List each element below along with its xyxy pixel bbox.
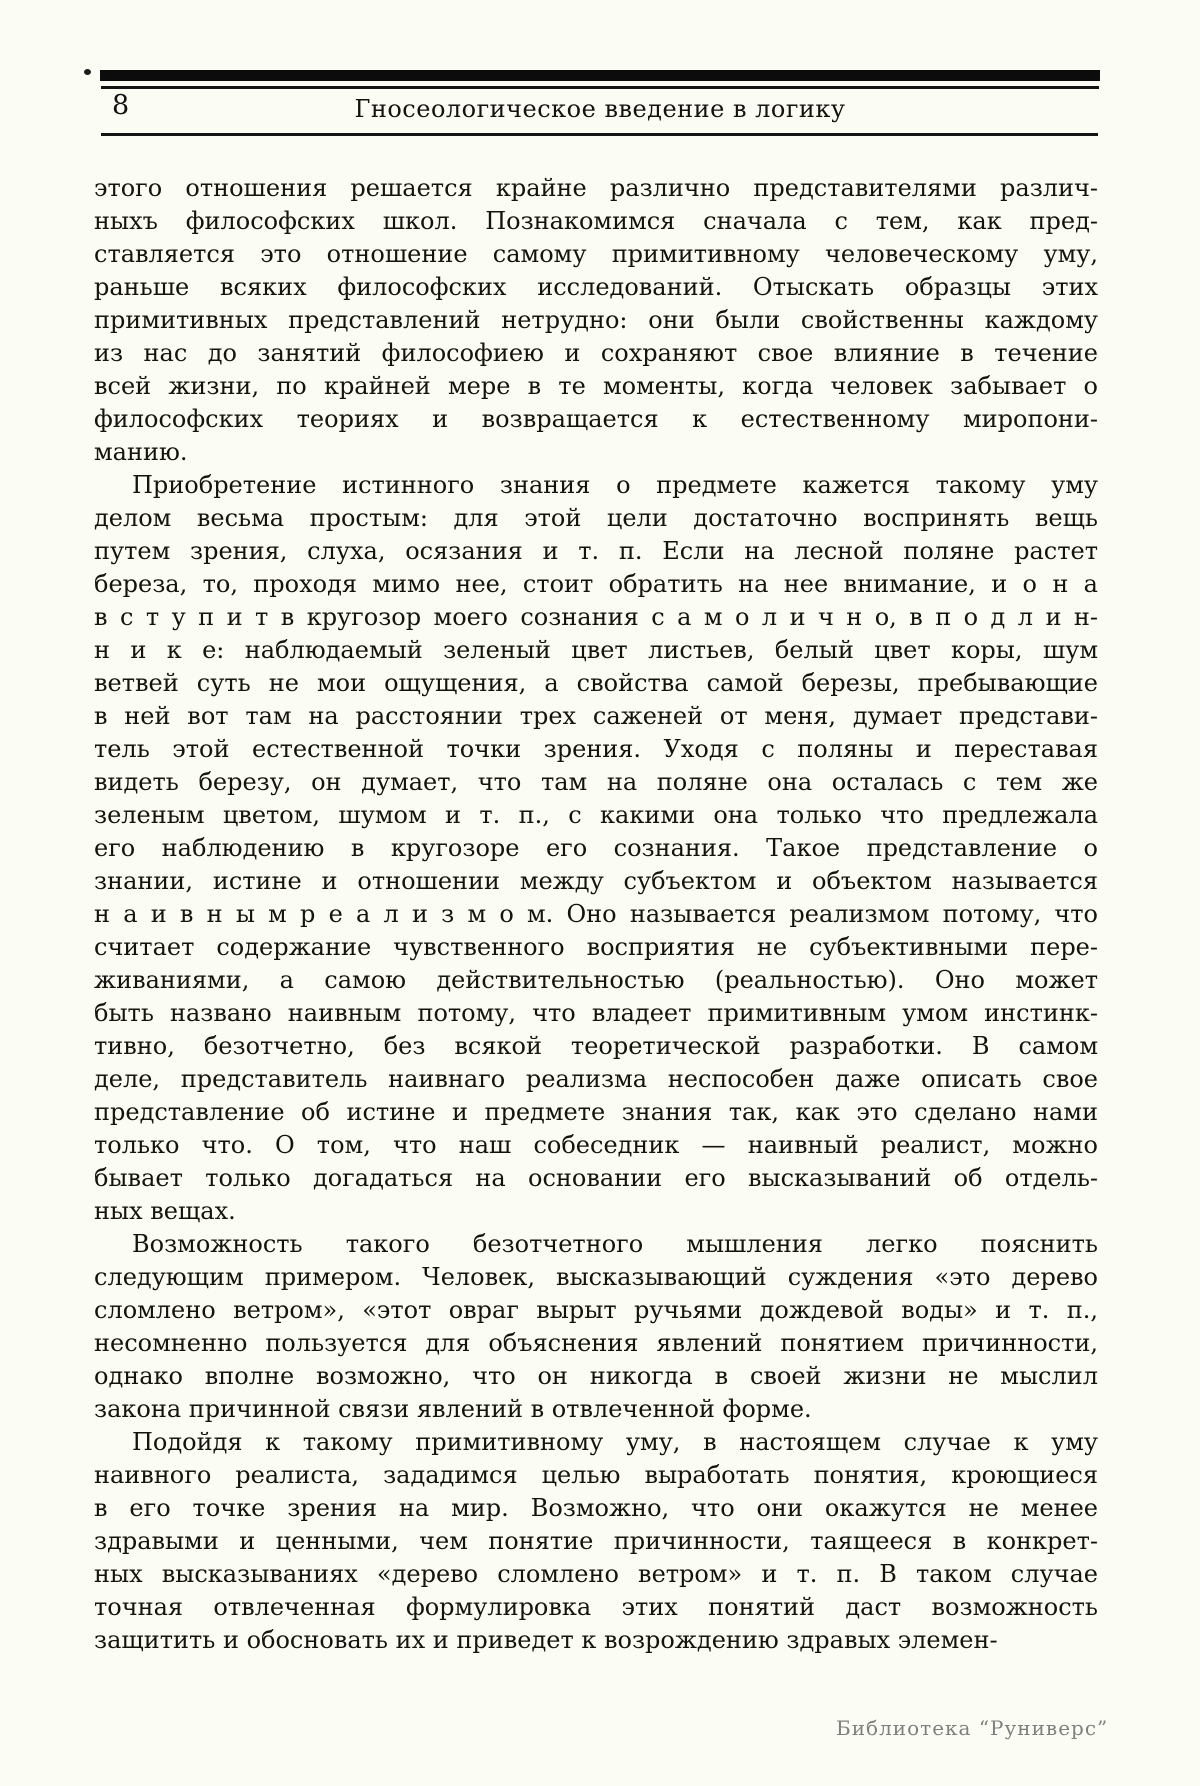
text-line: береза, то, проходя мимо нее, стоит обратить на нее внимание, и о н а: [94, 570, 1098, 598]
paragraph: [94, 1426, 1098, 1657]
text-line: из нас до занятий философиею и сохраняют свое влияние в течение: [94, 339, 1098, 367]
text-line: считает содержание чувственного восприятия не субъективными пере-: [94, 933, 1098, 961]
library-watermark: Библиотека “Руниверс”: [836, 1716, 1109, 1740]
text-line: примитивных представлений нетрудно: они были свойственны каждому: [94, 306, 1098, 334]
text-line: Приобретение истинного знания о предмете кажется такому уму: [132, 471, 1098, 499]
text-line: тель этой естественной точки зрения. Уходя с поляны и переставая: [94, 735, 1098, 763]
text-line: ветвей суть не мои ощущения, а свойства самой березы, пребывающие: [94, 669, 1098, 697]
text-line: манию.: [94, 438, 188, 466]
text-line: его наблюдению в кругозоре его сознания. Такое представление о: [94, 834, 1098, 862]
text-line: представление об истине и предмете знания так, как это сделано нами: [94, 1098, 1098, 1126]
text-line: н а и в н ы м р е а л и з м о м. Оно называется реализмом потому, что: [94, 900, 1098, 928]
text-line: Подойдя к такому примитивному уму, в настоящем случае к уму: [132, 1428, 1098, 1456]
text-line: философских теориях и возвращается к естественному миропони-: [94, 405, 1098, 433]
text-line: сломлено ветром», «этот овраг вырыт ручьями дождевой воды» и т. п.,: [94, 1296, 1098, 1324]
scan-artifact: [84, 69, 91, 75]
text-line: ставляется это отношение самому примитивному человеческому уму,: [94, 240, 1098, 268]
text-line: несомненно пользуется для объяснения явлений понятием причинности,: [94, 1329, 1098, 1357]
header-rule-thick: [100, 70, 1100, 81]
text-line: Возможность такого безотчетного мышления легко пояснить: [132, 1230, 1098, 1258]
text-line: однако вполне возможно, что он никогда в своей жизни не мыслил: [94, 1362, 1098, 1390]
text-line: закона причинной связи явлений в отвлеченной форме.: [94, 1395, 812, 1423]
text-line: знании, истине и отношении между субъектом и объектом называется: [94, 867, 1098, 895]
text-line: защитить и обосновать их и приведет к возрождению здравых элемен-: [94, 1626, 998, 1654]
text-line: раньше всяких философских исследований. Отыскать образцы этих: [94, 273, 1098, 301]
text-line: живаниями, а самою действительностью (реальностью). Оно может: [94, 966, 1098, 994]
text-line: этого отношения решается крайне различно представителями различ-: [94, 174, 1098, 202]
text-line: зеленым цветом, шумом и т. п., с какими она только что предлежала: [94, 801, 1098, 829]
text-line: н и к е: наблюдаемый зеленый цвет листьев, белый цвет коры, шум: [94, 636, 1098, 664]
text-line: точная отвлеченная формулировка этих понятий даст возможность: [94, 1593, 1098, 1621]
text-line: в с т у п и т в кругозор моего сознания с а м о л и ч н о, в п о д л и н-: [94, 603, 1098, 631]
running-title: Гносеологическое введение в логику: [354, 95, 846, 123]
paragraph: [94, 469, 1098, 1228]
text-line: видеть березу, он думает, что там на поляне она осталась с тем же: [94, 768, 1098, 796]
text-line: деле, представитель наивнаго реализма неспособен даже описать свое: [94, 1065, 1098, 1093]
text-line: ныхъ философских школ. Познакомимся сначала с тем, как пред-: [94, 207, 1098, 235]
text-line: наивного реалиста, зададимся целью выработать понятия, кроющиеся: [94, 1461, 1098, 1489]
header-rule-thin-top: [101, 86, 1099, 89]
text-line: в его точке зрения на мир. Возможно, что они окажутся не менее: [94, 1494, 1098, 1522]
body-text-block: [94, 172, 1098, 1657]
text-line: ных высказываниях «дерево сломлено ветром» и т. п. В таком случае: [94, 1560, 1098, 1588]
text-line: ных вещах.: [94, 1197, 236, 1225]
text-line: следующим примером. Человек, высказывающий суждения «это дерево: [94, 1263, 1098, 1291]
text-line: только что. О том, что наш собеседник — наивный реалист, можно: [94, 1131, 1098, 1159]
header-rule-thin-bottom: [101, 133, 1098, 136]
paragraph: [94, 172, 1098, 469]
text-line: здравыми и ценными, чем понятие причинности, таящееся в конкрет-: [94, 1527, 1098, 1555]
text-line: всей жизни, по крайней мере в те моменты, когда человек забывает о: [94, 372, 1098, 400]
text-line: бывает только догадаться на основании его высказываний об отдель-: [94, 1164, 1098, 1192]
text-line: быть названо наивным потому, что владеет примитивным умом инстинк-: [94, 999, 1098, 1027]
text-line: делом весьма простым: для этой цели достаточно воспринять вещь: [94, 504, 1098, 532]
text-line: тивно, безотчетно, без всякой теоретической разработки. В самом: [94, 1032, 1098, 1060]
text-line: в ней вот там на расстоянии трех саженей от меня, думает представи-: [94, 702, 1098, 730]
page-number: 8: [112, 90, 130, 121]
text-line: путем зрения, слуха, осязания и т. п. Если на лесной поляне растет: [94, 537, 1098, 565]
paragraph: [94, 1228, 1098, 1426]
